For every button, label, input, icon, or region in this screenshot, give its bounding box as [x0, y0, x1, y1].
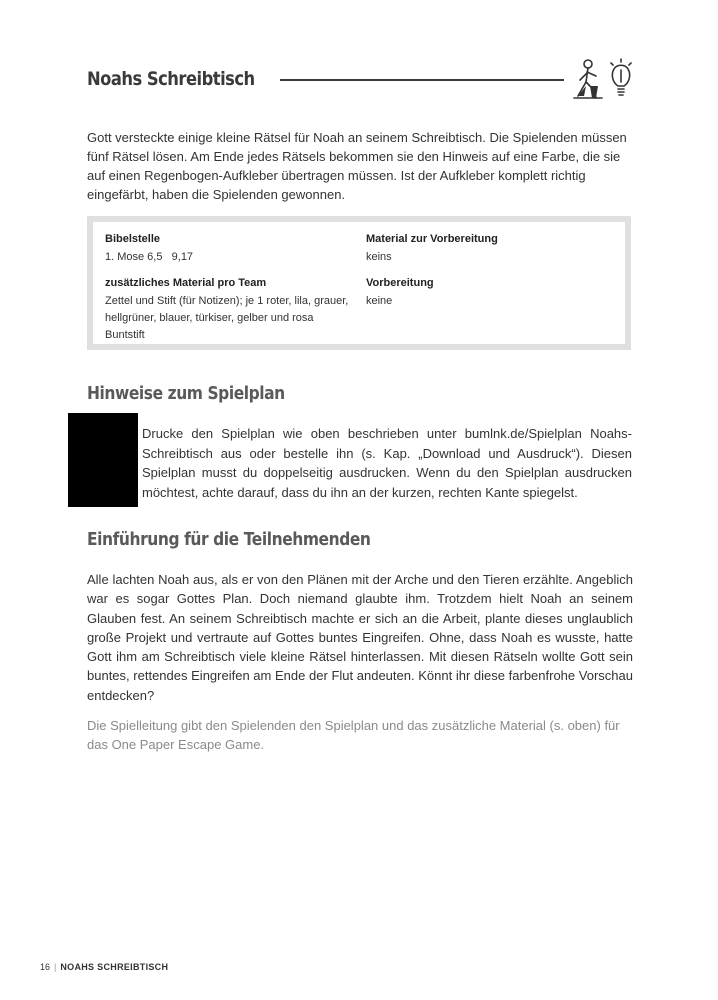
material-team-label: zusätzliches Material pro Team: [105, 277, 267, 289]
material-vorbereitung-value: keins: [366, 251, 392, 263]
info-box: [87, 216, 631, 350]
vorbereitung-value: keine: [366, 295, 393, 307]
section-heading-spielplan: Hinweise zum Spielplan: [87, 383, 285, 404]
page-footer: [40, 962, 168, 972]
bibelstelle-label: Bibelstelle: [105, 233, 161, 245]
page-number: 16: [40, 962, 51, 972]
material-team-value: Zettel und Stift (für Notizen); je 1 roter, lila, grauer, hellgrüner, blauer, türkiser, gelber und rosa Buntstift: [105, 295, 349, 341]
material-vorbereitung-label: Material zur Vorbereitung: [366, 233, 498, 245]
page-title: Noahs Schreibtisch: [87, 68, 255, 90]
person-with-lightbulb-icon: [568, 56, 634, 102]
section-heading-einfuehrung: Einführung für die Teilnehmenden: [87, 529, 371, 550]
bibelstelle-value: 1. Mose 6,5 9,17: [105, 251, 194, 263]
title-rule: [280, 79, 564, 81]
info-column-right: [366, 232, 616, 320]
leader-note: Die Spielleitung gibt den Spielenden den Spielplan und das zusätzliche Material (s. oben) für das One Paper Escape Game.: [87, 718, 620, 752]
redacted-image: [68, 413, 138, 507]
vorbereitung-label: Vorbereitung: [366, 277, 434, 289]
info-column-left: [105, 232, 355, 354]
spielplan-hint-text: Drucke den Spielplan wie oben beschrieben unter bumlnk.de/Spielplan Noahs-Schreibtisch aus oder bestelle ihn (s. Kap. „Download und Ausdruck“). Diesen Spielplan musst du doppelseitig ausdrucken. Wenn du den Spielplan ausdrucken möchtest, achte darauf, dass du ihn an der kurzen, rechten Kante spiegelst.: [142, 426, 632, 500]
running-title: NOAHS SCHREIBTISCH: [60, 962, 169, 972]
intro-paragraph: Gott versteckte einige kleine Rätsel für Noah an seinem Schreibtisch. Die Spielenden müssen fünf Rätsel lösen. Am Ende jedes Rätsels bekommen sie den Hinweis auf eine Farbe, die sie auf einen Regenbogen-Aufkleber übertragen müssen. Ist der Aufkleber komplett richtig eingefärbt, haben die Spielenden gewonnen.: [87, 130, 627, 202]
footer-separator: |: [54, 962, 57, 972]
introduction-story: Alle lachten Noah aus, als er von den Plänen mit der Arche und den Tieren erzählte. Angeblich war es sogar Gottes Plan. Doch niemand glaubte ihm. Trotzdem hielt Noah an seinem Glauben fest. An seinem Schreibtisch machte er sich an die Arbeit, plante dieses unglaublich große Projekt und vertraute auf Gottes buntes Eingreifen. Ohne, dass Noah es wusste, hatte Gott ihm am Schreibtisch viele kleine Rätsel hinterlassen. Mit diesen Rätseln wollte Gott sein buntes, rettendes Eingreifen am Ende der Flut andeuten. Könnt ihr diese farbenfrohe Vorschau entdecken?: [87, 572, 633, 703]
